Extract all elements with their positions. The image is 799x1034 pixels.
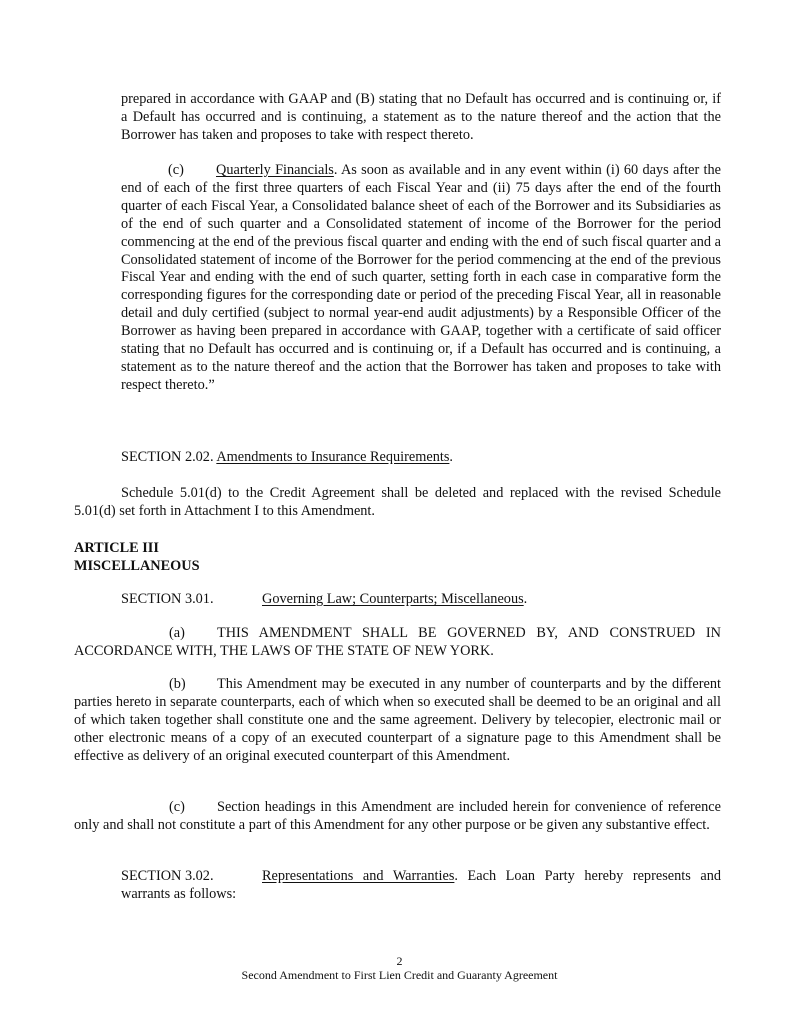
article-heading <box>74 539 200 575</box>
page-number: 2 <box>396 954 403 968</box>
section-title-period: . <box>523 591 528 607</box>
section-title: Governing Law; Counterparts; Miscellaneous <box>262 591 524 607</box>
clause-label: (c) <box>168 162 184 178</box>
clause-a <box>74 625 721 661</box>
section-3-02 <box>121 868 721 904</box>
clause-b <box>74 676 721 766</box>
section-3-01-heading <box>121 591 721 609</box>
article-title: MISCELLANEOUS <box>74 558 200 574</box>
clause-c <box>74 799 721 835</box>
section-number: SECTION 2.02. <box>121 449 214 465</box>
clause-label: (a) <box>169 625 185 641</box>
section-title-period: . <box>449 449 453 465</box>
paragraph-c-quarterly-financials <box>121 162 721 395</box>
article-number: ARTICLE III <box>74 540 159 556</box>
paragraph-continuation: prepared in accordance with GAAP and (B) stating that no Default has occurred and is continuing or, if a Default has occurred and is continuing, a statement as to the nature thereof and the action that the Borrower has taken and proposes to take with respect thereto. <box>121 91 721 143</box>
section-title: Amendments to Insurance Requirements <box>216 449 450 465</box>
section-body: . Each Loan Party hereby represents and warrants as follows: <box>121 868 721 902</box>
section-number: SECTION 3.02. <box>121 868 214 884</box>
section-2-02-heading <box>121 449 721 467</box>
clause-text: This Amendment may be executed in any number of counterparts and by the different parties hereto in separate counterparts, each of which when so executed shall be deemed to be an original and all of which taken together shall constitute one and the same agreement. Delivery by telecopier, electronic mail or other electronic means of a copy of an executed counterpart of a signature page to this Amendment shall be effective as delivery of an original executed counterpart of this Amendment. <box>74 676 721 764</box>
clause-label: (c) <box>169 799 185 815</box>
clause-body: . As soon as available and in any event within (i) 60 days after the end of each of the first three quarters of each Fiscal Year and (ii) 75 days after the end of the fourth quarter of each Fiscal Year, a Consolidated balance sheet of each of the Borrower and its Subsidiaries as of the end of such quarter and a Consolidated statement of income of the Borrower for the period commencing at the end of the previous fiscal quarter and ending with the end of such fiscal quarter and a Consolidated statement of income of the Borrower for the period commencing at the end of the previous Fiscal Year and ending with the end of such quarter, setting forth in each case in comparative form the corresponding figures for the corresponding date or period of the preceding Fiscal Year, all in reasonable detail and duly certified (subject to normal year-end audit adjustments) by a Responsible Officer of the Borrower as having been prepared in accordance with GAAP, together with a certificate of said officer stating that no Default has occurred and is continuing or, if a Default has occurred and is continuing, a statement as to the nature thereof and the action that the Borrower has taken and proposes to take with respect thereto.” <box>121 162 721 393</box>
section-number: SECTION 3.01. <box>121 591 214 607</box>
clause-text: THIS AMENDMENT SHALL BE GOVERNED BY, AND CONSTRUED IN ACCORDANCE WITH, THE LAWS OF THE STATE OF NEW YORK. <box>74 625 721 659</box>
clause-title: Quarterly Financials <box>216 162 334 178</box>
section-title: Representations and Warranties <box>262 868 455 884</box>
section-2-02-body: Schedule 5.01(d) to the Credit Agreement shall be deleted and replaced with the revised Schedule 5.01(d) set forth in Attachment I to this Amendment. <box>74 485 721 519</box>
clause-text: Section headings in this Amendment are included herein for convenience of reference only and shall not constitute a part of this Amendment for any other purpose or be given any substantive effect. <box>74 799 721 833</box>
footer-title: Second Amendment to First Lien Credit and Guaranty Agreement <box>241 968 558 982</box>
clause-label: (b) <box>169 676 186 692</box>
